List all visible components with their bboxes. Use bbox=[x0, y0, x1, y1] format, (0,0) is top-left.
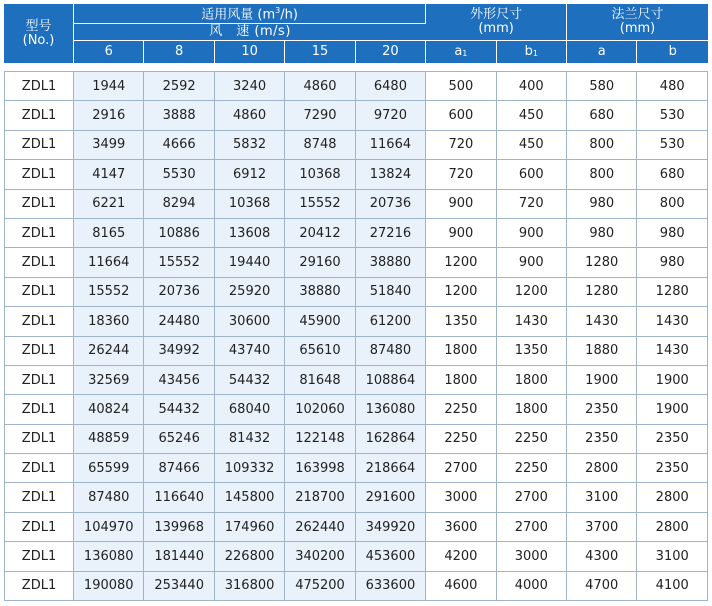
airflow-label-pre: 适用风量 (m bbox=[201, 7, 276, 23]
flange-b-cell: 980 bbox=[637, 248, 708, 277]
flange-a-cell: 2800 bbox=[567, 454, 637, 483]
airflow-cell: 163998 bbox=[285, 454, 355, 483]
airflow-cell: 340200 bbox=[285, 542, 355, 571]
flange-size-header bbox=[567, 4, 708, 41]
flange-b-cell: 1430 bbox=[637, 337, 708, 366]
outer-a-cell: 3000 bbox=[426, 483, 496, 512]
model-no-label: (No.) bbox=[22, 32, 55, 48]
airflow-cell: 2592 bbox=[144, 71, 214, 101]
outer-a-cell: 1800 bbox=[426, 337, 496, 366]
outer-b-cell: 3000 bbox=[497, 542, 567, 571]
outer-b-cell: 1800 bbox=[497, 366, 567, 395]
airflow-cell: 26244 bbox=[74, 337, 144, 366]
flange-b-cell: 1280 bbox=[637, 278, 708, 307]
table-body bbox=[4, 64, 708, 601]
model-cell: ZDL1 bbox=[4, 425, 74, 454]
table-row bbox=[4, 483, 708, 512]
airflow-cell: 65610 bbox=[285, 337, 355, 366]
outer-b-cell: 4000 bbox=[497, 572, 567, 601]
airflow-cell: 27216 bbox=[356, 219, 426, 248]
airflow-cell: 11664 bbox=[74, 248, 144, 277]
flange-a-cell: 3700 bbox=[567, 513, 637, 542]
airflow-cell: 11664 bbox=[356, 131, 426, 160]
airflow-cell: 253440 bbox=[144, 572, 214, 601]
outer-size-unit: (mm) bbox=[478, 21, 514, 36]
airflow-cell: 316800 bbox=[215, 572, 285, 601]
airflow-cell: 81432 bbox=[215, 425, 285, 454]
airflow-cell: 291600 bbox=[356, 483, 426, 512]
model-cell: ZDL1 bbox=[4, 219, 74, 248]
airflow-cell: 13608 bbox=[215, 219, 285, 248]
outer-b-main: b bbox=[524, 43, 533, 59]
airflow-cell: 15552 bbox=[74, 278, 144, 307]
outer-b-cell: 2700 bbox=[497, 513, 567, 542]
outer-b-sub: 1 bbox=[532, 48, 538, 58]
table-row bbox=[4, 513, 708, 542]
airflow-cell: 6912 bbox=[215, 160, 285, 189]
table-row bbox=[4, 395, 708, 424]
airflow-cell: 122148 bbox=[285, 425, 355, 454]
table-row bbox=[4, 572, 708, 601]
flange-b-cell: 530 bbox=[637, 131, 708, 160]
airflow-cell: 43456 bbox=[144, 366, 214, 395]
flange-b-cell: 480 bbox=[637, 71, 708, 101]
outer-b-cell: 400 bbox=[497, 71, 567, 101]
airflow-cell: 45900 bbox=[285, 307, 355, 336]
model-cell: ZDL1 bbox=[4, 71, 74, 101]
outer-b-cell: 2250 bbox=[497, 425, 567, 454]
outer-a-cell: 4600 bbox=[426, 572, 496, 601]
airflow-cell: 7290 bbox=[285, 101, 355, 130]
outer-a-cell: 720 bbox=[426, 160, 496, 189]
outer-b-cell: 900 bbox=[497, 219, 567, 248]
airflow-cell: 51840 bbox=[356, 278, 426, 307]
flange-b-cell: 1430 bbox=[637, 307, 708, 336]
airflow-cell: 8748 bbox=[285, 131, 355, 160]
airflow-cell: 6480 bbox=[356, 71, 426, 101]
outer-b-cell: 450 bbox=[497, 131, 567, 160]
outer-a-header bbox=[426, 41, 496, 64]
outer-a-cell: 900 bbox=[426, 190, 496, 219]
table-row bbox=[4, 131, 708, 160]
airflow-cell: 20412 bbox=[285, 219, 355, 248]
outer-a-cell: 2250 bbox=[426, 425, 496, 454]
airflow-cell: 38880 bbox=[356, 248, 426, 277]
model-cell: ZDL1 bbox=[4, 454, 74, 483]
table-row bbox=[4, 307, 708, 336]
flange-a-cell: 1280 bbox=[567, 278, 637, 307]
flange-a-cell: 680 bbox=[567, 101, 637, 130]
airflow-cell: 15552 bbox=[285, 190, 355, 219]
flange-b-cell: 2350 bbox=[637, 454, 708, 483]
airflow-cell: 9720 bbox=[356, 101, 426, 130]
outer-a-cell: 2700 bbox=[426, 454, 496, 483]
airflow-cell: 30600 bbox=[215, 307, 285, 336]
outer-a-cell: 2250 bbox=[426, 395, 496, 424]
airflow-cell: 10368 bbox=[285, 160, 355, 189]
model-cell: ZDL1 bbox=[4, 572, 74, 601]
flange-a-header: a bbox=[567, 41, 637, 64]
speed-header: 20 bbox=[356, 41, 426, 64]
table-row bbox=[4, 248, 708, 277]
flange-b-cell: 2800 bbox=[637, 483, 708, 512]
airflow-cell: 81648 bbox=[285, 366, 355, 395]
outer-a-sub: 1 bbox=[462, 48, 468, 58]
outer-a-cell: 1800 bbox=[426, 366, 496, 395]
outer-a-cell: 600 bbox=[426, 101, 496, 130]
airflow-cell: 6221 bbox=[74, 190, 144, 219]
flange-b-header: b bbox=[637, 41, 708, 64]
table-row bbox=[4, 278, 708, 307]
airflow-cell: 349920 bbox=[356, 513, 426, 542]
table-row bbox=[4, 542, 708, 571]
model-cell: ZDL1 bbox=[4, 395, 74, 424]
airflow-cell: 453600 bbox=[356, 542, 426, 571]
flange-b-cell: 980 bbox=[637, 219, 708, 248]
flange-a-cell: 1430 bbox=[567, 307, 637, 336]
airflow-cell: 136080 bbox=[356, 395, 426, 424]
flange-a-cell: 980 bbox=[567, 219, 637, 248]
airflow-cell: 87480 bbox=[74, 483, 144, 512]
airflow-cell: 87466 bbox=[144, 454, 214, 483]
airflow-cell: 136080 bbox=[74, 542, 144, 571]
outer-a-main: a bbox=[454, 43, 463, 59]
airflow-cell: 3888 bbox=[144, 101, 214, 130]
outer-b-cell: 2250 bbox=[497, 454, 567, 483]
outer-b-cell: 1350 bbox=[497, 337, 567, 366]
airflow-cell: 38880 bbox=[285, 278, 355, 307]
airflow-cell: 218700 bbox=[285, 483, 355, 512]
flange-a-cell: 3100 bbox=[567, 483, 637, 512]
outer-b-cell: 2700 bbox=[497, 483, 567, 512]
flange-a-cell: 580 bbox=[567, 71, 637, 101]
airflow-cell: 10368 bbox=[215, 190, 285, 219]
table-row bbox=[4, 160, 708, 189]
airflow-cell: 13824 bbox=[356, 160, 426, 189]
airflow-cell: 8294 bbox=[144, 190, 214, 219]
airflow-cell: 109332 bbox=[215, 454, 285, 483]
airflow-cell: 87480 bbox=[356, 337, 426, 366]
airflow-cell: 139968 bbox=[144, 513, 214, 542]
outer-b-cell: 900 bbox=[497, 248, 567, 277]
airflow-cell: 24480 bbox=[144, 307, 214, 336]
airflow-cell: 65599 bbox=[74, 454, 144, 483]
flange-a-cell: 1880 bbox=[567, 337, 637, 366]
model-cell: ZDL1 bbox=[4, 307, 74, 336]
airflow-cell: 32569 bbox=[74, 366, 144, 395]
flange-b-cell: 800 bbox=[637, 190, 708, 219]
outer-b-header bbox=[497, 41, 567, 64]
airflow-cell: 43740 bbox=[215, 337, 285, 366]
model-cell: ZDL1 bbox=[4, 160, 74, 189]
model-cell: ZDL1 bbox=[4, 513, 74, 542]
model-cell: ZDL1 bbox=[4, 278, 74, 307]
speed-header: 8 bbox=[144, 41, 214, 64]
wind-speed-header: 风 速 (m/s) bbox=[74, 24, 426, 41]
flange-b-cell: 1900 bbox=[637, 366, 708, 395]
outer-b-cell: 1430 bbox=[497, 307, 567, 336]
model-label: 型号 bbox=[25, 18, 52, 34]
airflow-cell: 68040 bbox=[215, 395, 285, 424]
flange-a-cell: 4700 bbox=[567, 572, 637, 601]
airflow-cell: 174960 bbox=[215, 513, 285, 542]
outer-size-label: 外形尺寸 bbox=[470, 7, 523, 22]
airflow-cell: 18360 bbox=[74, 307, 144, 336]
airflow-cell: 10886 bbox=[144, 219, 214, 248]
outer-a-cell: 4200 bbox=[426, 542, 496, 571]
airflow-cell: 226800 bbox=[215, 542, 285, 571]
table-row bbox=[4, 71, 708, 101]
airflow-cell: 4666 bbox=[144, 131, 214, 160]
airflow-cell: 108864 bbox=[356, 366, 426, 395]
airflow-cell: 162864 bbox=[356, 425, 426, 454]
model-cell: ZDL1 bbox=[4, 131, 74, 160]
table-row bbox=[4, 219, 708, 248]
airflow-cell: 4147 bbox=[74, 160, 144, 189]
outer-a-cell: 1350 bbox=[426, 307, 496, 336]
airflow-cell: 475200 bbox=[285, 572, 355, 601]
outer-a-cell: 720 bbox=[426, 131, 496, 160]
airflow-cell: 4860 bbox=[285, 71, 355, 101]
airflow-cell: 48859 bbox=[74, 425, 144, 454]
airflow-cell: 190080 bbox=[74, 572, 144, 601]
model-header bbox=[4, 4, 74, 64]
model-cell: ZDL1 bbox=[4, 190, 74, 219]
model-cell: ZDL1 bbox=[4, 366, 74, 395]
airflow-cell: 4860 bbox=[215, 101, 285, 130]
flange-a-cell: 2350 bbox=[567, 425, 637, 454]
flange-b-cell: 530 bbox=[637, 101, 708, 130]
spec-table bbox=[4, 4, 708, 601]
model-cell: ZDL1 bbox=[4, 483, 74, 512]
speed-header: 15 bbox=[285, 41, 355, 64]
flange-b-cell: 1900 bbox=[637, 395, 708, 424]
model-cell: ZDL1 bbox=[4, 337, 74, 366]
airflow-cell: 61200 bbox=[356, 307, 426, 336]
outer-b-cell: 1200 bbox=[497, 278, 567, 307]
outer-b-cell: 450 bbox=[497, 101, 567, 130]
airflow-cell: 8165 bbox=[74, 219, 144, 248]
airflow-cell: 1944 bbox=[74, 71, 144, 101]
flange-a-cell: 1900 bbox=[567, 366, 637, 395]
airflow-header bbox=[74, 4, 426, 24]
flange-b-cell: 2800 bbox=[637, 513, 708, 542]
flange-b-cell: 2350 bbox=[637, 425, 708, 454]
flange-size-label: 法兰尺寸 bbox=[611, 7, 664, 22]
airflow-cell: 54432 bbox=[144, 395, 214, 424]
airflow-cell: 2916 bbox=[74, 101, 144, 130]
table-row bbox=[4, 366, 708, 395]
airflow-cell: 19440 bbox=[215, 248, 285, 277]
outer-size-header bbox=[426, 4, 567, 41]
outer-b-cell: 1800 bbox=[497, 395, 567, 424]
outer-a-cell: 3600 bbox=[426, 513, 496, 542]
airflow-cell: 145800 bbox=[215, 483, 285, 512]
flange-a-cell: 4300 bbox=[567, 542, 637, 571]
model-cell: ZDL1 bbox=[4, 101, 74, 130]
airflow-cell: 65246 bbox=[144, 425, 214, 454]
table-row bbox=[4, 190, 708, 219]
airflow-cell: 633600 bbox=[356, 572, 426, 601]
model-cell: ZDL1 bbox=[4, 248, 74, 277]
flange-a-cell: 980 bbox=[567, 190, 637, 219]
airflow-cell: 116640 bbox=[144, 483, 214, 512]
airflow-cell: 34992 bbox=[144, 337, 214, 366]
outer-a-cell: 1200 bbox=[426, 248, 496, 277]
airflow-cell: 3240 bbox=[215, 71, 285, 101]
airflow-cell: 20736 bbox=[356, 190, 426, 219]
flange-a-cell: 800 bbox=[567, 131, 637, 160]
table-header bbox=[4, 4, 708, 64]
speed-header: 6 bbox=[74, 41, 144, 64]
flange-a-cell: 800 bbox=[567, 160, 637, 189]
speed-header: 10 bbox=[215, 41, 285, 64]
flange-a-cell: 1280 bbox=[567, 248, 637, 277]
table-row bbox=[4, 337, 708, 366]
flange-a-cell: 2350 bbox=[567, 395, 637, 424]
airflow-cell: 29160 bbox=[285, 248, 355, 277]
airflow-cell: 5832 bbox=[215, 131, 285, 160]
table-row bbox=[4, 425, 708, 454]
airflow-cell: 262440 bbox=[285, 513, 355, 542]
flange-b-cell: 3100 bbox=[637, 542, 708, 571]
airflow-cell: 40824 bbox=[74, 395, 144, 424]
model-cell: ZDL1 bbox=[4, 542, 74, 571]
outer-a-cell: 900 bbox=[426, 219, 496, 248]
outer-a-cell: 500 bbox=[426, 71, 496, 101]
outer-b-cell: 600 bbox=[497, 160, 567, 189]
airflow-cell: 181440 bbox=[144, 542, 214, 571]
airflow-cell: 218664 bbox=[356, 454, 426, 483]
airflow-cell: 15552 bbox=[144, 248, 214, 277]
airflow-cell: 102060 bbox=[285, 395, 355, 424]
outer-b-cell: 720 bbox=[497, 190, 567, 219]
flange-size-unit: (mm) bbox=[619, 21, 656, 36]
airflow-cell: 3499 bbox=[74, 131, 144, 160]
outer-a-cell: 1200 bbox=[426, 278, 496, 307]
flange-b-cell: 680 bbox=[637, 160, 708, 189]
airflow-cell: 5530 bbox=[144, 160, 214, 189]
flange-b-cell: 4100 bbox=[637, 572, 708, 601]
airflow-cell: 104970 bbox=[74, 513, 144, 542]
airflow-cell: 20736 bbox=[144, 278, 214, 307]
airflow-label-post: /h) bbox=[280, 7, 298, 23]
airflow-cell: 25920 bbox=[215, 278, 285, 307]
airflow-label-sup: 3 bbox=[275, 6, 281, 16]
table-row bbox=[4, 454, 708, 483]
table-row bbox=[4, 101, 708, 130]
airflow-cell: 54432 bbox=[215, 366, 285, 395]
